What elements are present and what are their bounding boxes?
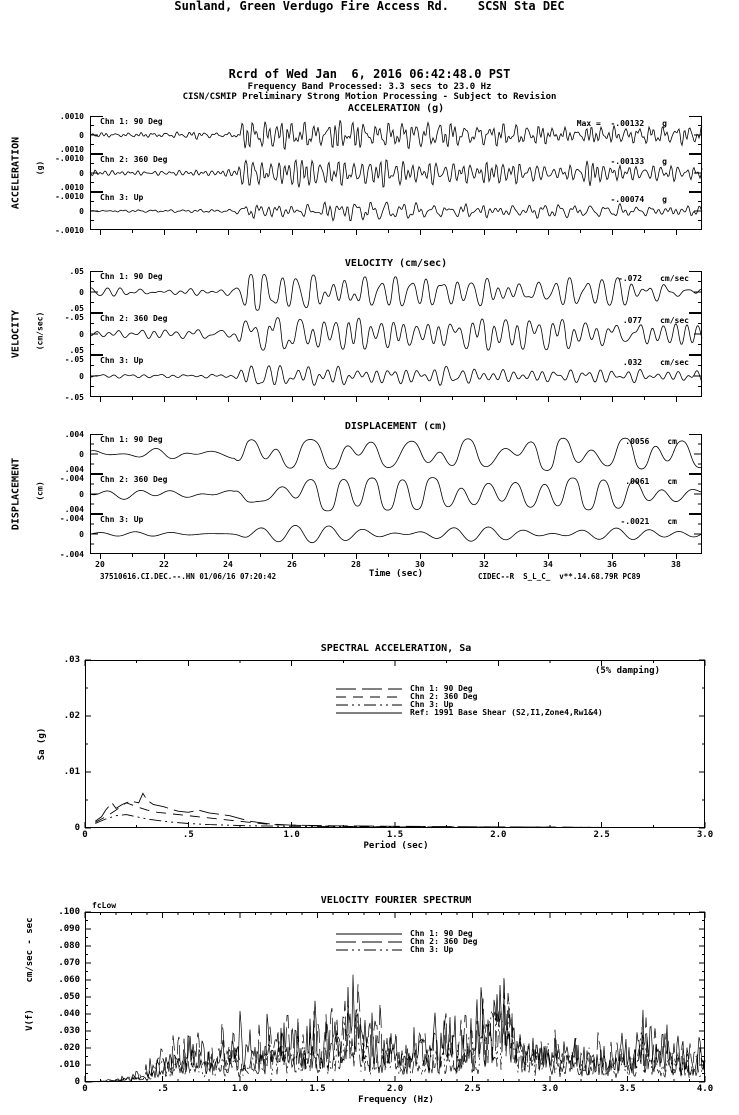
- time-tick-28: 28: [351, 560, 361, 569]
- sa-legend-line-3: [336, 711, 402, 715]
- acceleration-trace-chn3: [90, 202, 702, 221]
- acceleration-title: ACCELERATION (g): [347, 103, 445, 114]
- sa-ytick-0: .03: [63, 655, 80, 665]
- station-title: Sunland, Green Verdugo Fire Access Rd. SCSN Sta DEC: [174, 0, 565, 13]
- displacement-max-value-1: .0061: [625, 477, 650, 486]
- fourier-xlabel: Frequency (Hz): [358, 1095, 434, 1105]
- velocity-channel-label-1: Chn 2: 360 Deg: [100, 314, 168, 323]
- time-axis-label: Time (sec): [368, 569, 424, 579]
- acceleration-ytick-bot-0: -.0010: [55, 154, 84, 163]
- velocity-axis-unit: (cm/sec): [35, 311, 45, 351]
- displacement-trace-chn2: [90, 478, 702, 511]
- fourier-legend-label-2: Chn 3: Up: [410, 945, 454, 954]
- sa-xtick-2: 1.0: [283, 830, 300, 840]
- displacement-ytick-mid-1: 0: [79, 490, 84, 499]
- fourier-xtick-6: 3.0: [541, 1084, 559, 1094]
- fourier-ylabel-units: cm/sec - sec: [25, 917, 35, 983]
- fourier-ytick-2: .080: [58, 941, 80, 951]
- sa-ytick-2: .01: [63, 767, 80, 777]
- fourier-legend-line-0: [336, 932, 402, 936]
- fourier-ytick-1: .090: [58, 924, 80, 934]
- sa-legend-label-0: Chn 1: 90 Deg: [410, 684, 473, 693]
- displacement-ytick-top-0: .004: [64, 430, 84, 439]
- acceleration-ytick-bot-2: -.0010: [55, 226, 84, 235]
- fourier-ytick-3: .070: [58, 958, 80, 968]
- fourier-xtick-5: 2.5: [464, 1084, 481, 1094]
- displacement-max-label-0: [625, 437, 677, 446]
- displacement-ytick-bot-1: -.004: [59, 514, 84, 523]
- sa-ytick-1: .02: [63, 711, 80, 721]
- acceleration-ytick-bot-1: -.0010: [55, 192, 84, 201]
- displacement-ytick-bot-0: -.004: [59, 474, 84, 483]
- velocity-axis-label: VELOCITY: [10, 309, 22, 359]
- sa-legend-line-1: [336, 695, 402, 699]
- acceleration-max-label-2: [610, 195, 667, 204]
- time-tick-36: 36: [607, 560, 617, 569]
- sa-xtick-1: .5: [182, 830, 194, 840]
- fourier-xtick-4: 2.0: [386, 1084, 404, 1094]
- velocity-trace-chn1: [90, 274, 702, 310]
- velocity-title: VELOCITY (cm/sec): [344, 258, 448, 269]
- acceleration-axis-label: ACCELERATION: [10, 136, 22, 210]
- fourier-legend-line-2: [336, 948, 402, 952]
- time-tick-20: 20: [95, 560, 105, 569]
- velocity-ytick-mid-0: 0: [79, 288, 84, 297]
- velocity-max-value-1: .077: [622, 316, 643, 325]
- fourier-xtick-8: 4.0: [696, 1084, 714, 1094]
- time-tick-38: 38: [671, 560, 681, 569]
- displacement-trace-chn3: [90, 525, 702, 542]
- displacement-title: DISPLACEMENT (cm): [344, 421, 448, 432]
- fourier-ytick-9: .010: [58, 1060, 80, 1070]
- damping-note: (5% damping): [594, 666, 660, 676]
- fourier-ytick-7: .030: [58, 1026, 80, 1036]
- displacement-ytick-top-2: .004: [64, 505, 84, 514]
- velocity-ytick-mid-2: 0: [79, 372, 84, 381]
- sa-ylabel: Sa (g): [37, 727, 47, 761]
- sa-legend-label-3: Ref: 1991 Base Shear (S2,I1,Zone4,Rw1&4): [410, 708, 603, 717]
- velocity-channel-label-0: Chn 1: 90 Deg: [100, 272, 163, 281]
- displacement-ytick-mid-0: 0: [79, 450, 84, 459]
- sa-xtick-6: 3.0: [696, 830, 714, 840]
- fourier-ytick-8: .020: [58, 1043, 80, 1053]
- sa-legend-label-1: Chn 2: 360 Deg: [410, 692, 478, 701]
- acceleration-max-label-1: [610, 157, 667, 166]
- velocity-ytick-bot-1: -.05: [64, 355, 84, 364]
- acceleration-axis-unit: (g): [35, 160, 45, 176]
- displacement-max-unit-2: cm: [667, 517, 677, 526]
- fourier-plot-svg: [85, 912, 705, 1083]
- velocity-max-label-1: [623, 316, 689, 325]
- velocity-max-value-0: -.072: [618, 274, 643, 283]
- displacement-ytick-mid-2: 0: [79, 530, 84, 539]
- fourier-ytick-4: .060: [58, 975, 80, 985]
- sa-curve-chn-3-up: [95, 815, 705, 828]
- displacement-max-unit-1: cm: [667, 477, 677, 486]
- time-tick-34: 34: [543, 560, 553, 569]
- fourier-curve-chn-2-360-deg: [85, 976, 705, 1082]
- velocity-ytick-top-0: .05: [69, 267, 84, 276]
- acceleration-max-label-0: [577, 119, 667, 128]
- sa-xtick-0: 0: [82, 830, 88, 840]
- acceleration-max-unit-1: g: [662, 157, 667, 166]
- acceleration-max-value-1: -.00133: [610, 157, 645, 166]
- sa-curve-chn-1-90-deg: [95, 793, 705, 827]
- fourier-ytick-5: .050: [58, 992, 80, 1002]
- velocity-max-label-0: [618, 274, 689, 283]
- velocity-max-unit-0: cm/sec: [660, 274, 689, 283]
- displacement-waveform-svg: [90, 434, 702, 560]
- displacement-max-value-2: -.0021: [620, 517, 650, 526]
- fourier-ylabel: V(f): [25, 1009, 35, 1031]
- fourier-plot-title: VELOCITY FOURIER SPECTRUM: [320, 895, 472, 906]
- displacement-axis-unit: (cm): [35, 481, 45, 501]
- sa-plot-svg: [85, 660, 705, 829]
- sa-xtick-3: 1.5: [386, 830, 404, 840]
- time-tick-26: 26: [287, 560, 297, 569]
- fclow-corner-label: fcLow: [92, 901, 117, 910]
- velocity-ytick-bot-2: -.05: [64, 393, 84, 402]
- acceleration-waveform-svg: [90, 116, 702, 236]
- time-tick-22: 22: [159, 560, 169, 569]
- displacement-max-unit-0: cm: [667, 437, 677, 446]
- fourier-legend-line-1: [336, 940, 402, 944]
- fourier-legend-label-1: Chn 2: 360 Deg: [410, 937, 478, 946]
- displacement-channel-label-2: Chn 3: Up: [100, 515, 144, 524]
- fourier-ytick-10: 0: [74, 1077, 80, 1087]
- velocity-max-unit-1: cm/sec: [660, 316, 689, 325]
- frequency-band-note: Frequency Band Processed: 3.3 secs to 23.0 Hz: [247, 82, 492, 92]
- acceleration-channel-label-0: Chn 1: 90 Deg: [100, 117, 163, 126]
- velocity-ytick-bot-0: -.05: [64, 313, 84, 322]
- fourier-xtick-3: 1.5: [309, 1084, 326, 1094]
- sa-legend-label-2: Chn 3: Up: [410, 700, 454, 709]
- fourier-xtick-7: 3.5: [619, 1084, 636, 1094]
- acceleration-max-unit-2: g: [662, 195, 667, 204]
- displacement-ytick-bot-2: -.004: [59, 550, 84, 559]
- fourier-xtick-1: .5: [157, 1084, 168, 1094]
- displacement-channel-label-0: Chn 1: 90 Deg: [100, 435, 163, 444]
- time-tick-32: 32: [479, 560, 489, 569]
- sa-xtick-4: 2.0: [490, 830, 507, 840]
- velocity-max-value-2: .032: [622, 358, 643, 367]
- velocity-waveform-svg: [90, 271, 702, 403]
- fourier-xtick-2: 1.0: [231, 1084, 249, 1094]
- displacement-ytick-top-1: .004: [64, 465, 84, 474]
- velocity-ytick-mid-1: 0: [79, 330, 84, 339]
- velocity-max-label-2: [623, 358, 689, 367]
- time-tick-30: 30: [415, 560, 425, 569]
- acceleration-max-unit-0: g: [662, 119, 667, 128]
- velocity-channel-label-2: Chn 3: Up: [100, 356, 144, 365]
- sa-legend-line-2: [336, 703, 402, 707]
- velocity-ytick-top-2: .05: [69, 346, 84, 355]
- displacement-channel-label-1: Chn 2: 360 Deg: [100, 475, 168, 484]
- sa-legend-line-0: [336, 687, 402, 691]
- time-tick-24: 24: [223, 560, 233, 569]
- velocity-ytick-top-1: .05: [69, 304, 84, 313]
- displacement-axis-label: DISPLACEMENT: [10, 457, 22, 531]
- acceleration-ytick-top-1: .0010: [59, 145, 84, 154]
- processing-note: CISN/CSMIP Preliminary Strong Motion Processing - Subject to Revision: [182, 92, 557, 102]
- displacement-trace-chn1: [90, 438, 702, 470]
- processing-version-footer: CIDEC--R S_L_C_ v**.14.68.79R PC89: [478, 572, 641, 581]
- acceleration-ytick-mid-2: 0: [79, 207, 84, 216]
- fourier-curve-chn-1-90-deg: [85, 975, 705, 1082]
- displacement-max-label-1: [625, 477, 677, 486]
- acceleration-max-value-2: -.00074: [610, 195, 645, 204]
- fourier-ytick-0: .100: [58, 907, 80, 917]
- sa-xtick-5: 2.5: [593, 830, 610, 840]
- sa-ytick-3: 0: [74, 823, 80, 833]
- fourier-legend-label-0: Chn 1: 90 Deg: [410, 929, 473, 938]
- acceleration-max-value-0: Max = -.00132: [576, 119, 645, 128]
- fourier-xtick-0: 0: [82, 1084, 88, 1094]
- fourier-ytick-6: .040: [58, 1009, 80, 1019]
- acceleration-ytick-top-2: .0010: [59, 183, 84, 192]
- acceleration-ytick-mid-1: 0: [79, 169, 84, 178]
- displacement-max-label-2: [620, 517, 677, 526]
- sa-xlabel: Period (sec): [363, 841, 429, 851]
- record-id-footer: 37510616.CI.DEC.--.HN 01/06/16 07:20:42: [100, 572, 277, 581]
- acceleration-ytick-top-0: .0010: [59, 112, 84, 121]
- velocity-trace-chn2: [90, 318, 702, 351]
- acceleration-channel-label-2: Chn 3: Up: [100, 193, 144, 202]
- velocity-max-unit-2: cm/sec: [660, 358, 689, 367]
- record-datetime: Rcrd of Wed Jan 6, 2016 06:42:48.0 PST: [228, 67, 511, 81]
- acceleration-channel-label-1: Chn 2: 360 Deg: [100, 155, 168, 164]
- velocity-trace-chn3: [90, 366, 702, 386]
- displacement-max-value-0: .0056: [625, 437, 650, 446]
- sa-plot-title: SPECTRAL ACCELERATION, Sa: [320, 643, 472, 654]
- acceleration-ytick-mid-0: 0: [79, 131, 84, 140]
